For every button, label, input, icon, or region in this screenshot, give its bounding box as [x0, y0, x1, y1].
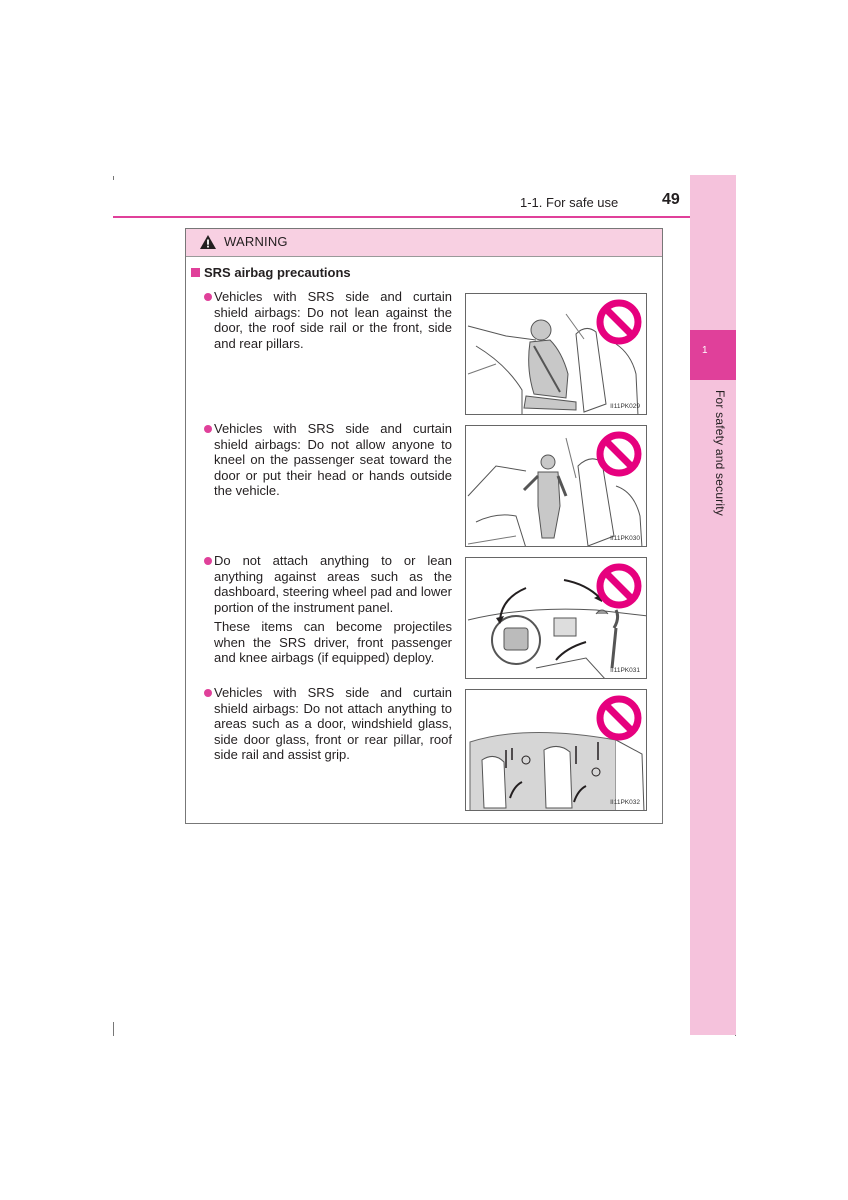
- item-extra-text: These items can become projectiles when the SRS driver, front passenger and knee airbags (if equipped) deploy.: [214, 619, 452, 666]
- crop-mark: [113, 1022, 114, 1036]
- bullet-icon: [204, 689, 212, 697]
- bullet-icon: [204, 425, 212, 433]
- square-bullet-icon: [191, 268, 200, 277]
- figure-code: II11PK030: [610, 535, 640, 542]
- item-text: Vehicles with SRS side and curtain shield airbags: Do not lean against the door, the roof side rail or the front, side and rear pillars.: [214, 289, 452, 351]
- figure-code: II11PK029: [610, 403, 640, 410]
- warning-label: WARNING: [224, 234, 288, 249]
- chapter-number-block: [690, 330, 736, 380]
- subheading: [191, 265, 351, 280]
- chapter-title: For safety and security: [713, 390, 727, 516]
- bullet-icon: [204, 557, 212, 565]
- prohibited-icon: [466, 426, 647, 547]
- header-rule: [113, 216, 735, 218]
- figure-dashboard: [465, 557, 647, 679]
- chapter-number: 1: [702, 345, 708, 356]
- bullet-icon: [204, 293, 212, 301]
- section-title: 1-1. For safe use: [520, 195, 619, 210]
- figure-code: II11PK031: [610, 667, 640, 674]
- prohibited-icon: [466, 294, 647, 415]
- item-text: Do not attach anything to or lean anything against areas such as the dashboard, steering wheel pad and lower portion of the instrument panel.: [214, 553, 452, 615]
- item-text: Vehicles with SRS side and curtain shield airbags: Do not allow anyone to kneel on the passenger seat toward the door or put their head or hands outside the vehicle.: [214, 421, 452, 499]
- warning-triangle-icon: [199, 234, 217, 250]
- figure-kneel-seat: [465, 425, 647, 547]
- prohibited-icon: [466, 558, 647, 679]
- page-number: 49: [662, 191, 680, 208]
- warning-header: [186, 229, 662, 257]
- crop-mark: [113, 176, 114, 180]
- subheading-text: SRS airbag precautions: [204, 265, 351, 280]
- warning-box: [185, 228, 663, 824]
- figure-lean-door: [465, 293, 647, 415]
- chapter-tab: [690, 175, 736, 1035]
- figure-cabin-attachments: [465, 689, 647, 811]
- figure-code: II11PK032: [610, 799, 640, 806]
- item-text: Vehicles with SRS side and curtain shield airbags: Do not attach anything to areas such as a door, windshield glass, side door glass, front or rear pillar, roof side rail and assist grip.: [214, 685, 452, 763]
- prohibited-icon: [466, 690, 647, 811]
